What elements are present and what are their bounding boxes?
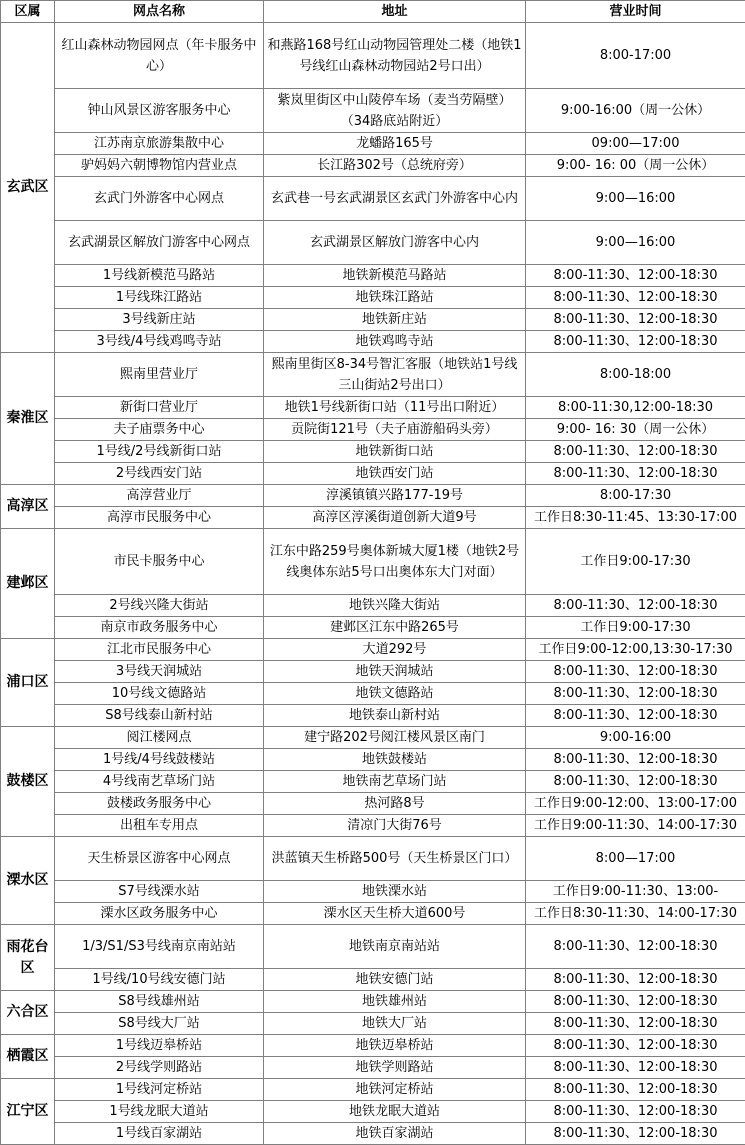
business-hours-cell: 8:00-11:30、12:00-18:30 xyxy=(526,331,745,353)
business-hours-cell: 工作日9:00-11:30、14:00-17:30 xyxy=(526,815,745,837)
table-row xyxy=(1,1035,745,1057)
outlet-name-cell: 2号线西安门站 xyxy=(55,463,264,485)
business-hours-cell: 8:00-11:30,12:00-18:30 xyxy=(526,397,745,419)
address-cell: 江东中路259号奥体新城大厦1楼（地铁2号线奥体东站5号口出奥体东大门对面） xyxy=(264,529,526,595)
outlet-name-cell: 1号线/2号线新街口站 xyxy=(55,441,264,463)
address-cell: 地铁鸡鸣寺站 xyxy=(264,331,526,353)
address-cell: 建宁路202号阅江楼风景区南门 xyxy=(264,727,526,749)
table-row xyxy=(1,705,745,727)
address-cell: 地铁龙眠大道站 xyxy=(264,1101,526,1123)
table-row xyxy=(1,771,745,793)
table-row xyxy=(1,683,745,705)
address-cell: 高淳区淳溪街道创新大道9号 xyxy=(264,507,526,529)
outlet-name-cell: S8号线雄州站 xyxy=(55,991,264,1013)
table-row xyxy=(1,661,745,683)
table-row xyxy=(1,485,745,507)
business-hours-cell: 8:00-11:30、12:00-18:30 xyxy=(526,1079,745,1101)
business-hours-cell: 8:00-11:30、12:00-18:30 xyxy=(526,991,745,1013)
table-row xyxy=(1,353,745,397)
table-row xyxy=(1,793,745,815)
outlet-name-cell: 4号线南艺草场门站 xyxy=(55,771,264,793)
business-hours-cell: 8:00-11:30、12:00-18:30 xyxy=(526,705,745,727)
outlet-name-cell: 市民卡服务中心 xyxy=(55,529,264,595)
table-row xyxy=(1,617,745,639)
business-hours-cell: 8:00-11:30、12:00-18:30 xyxy=(526,1101,745,1123)
address-cell: 地铁新街口站 xyxy=(264,441,526,463)
address-cell: 龙蟠路165号 xyxy=(264,133,526,155)
address-cell: 地铁河定桥站 xyxy=(264,1079,526,1101)
outlet-name-cell: 1号线新模范马路站 xyxy=(55,265,264,287)
address-cell: 地铁雄州站 xyxy=(264,991,526,1013)
outlet-name-cell: 3号线/4号线鸡鸣寺站 xyxy=(55,331,264,353)
business-hours-cell: 8:00-11:30、12:00-18:30 xyxy=(526,463,745,485)
business-hours-cell: 8:00-11:30、12:00-18:30 xyxy=(526,441,745,463)
address-cell: 溧水区天生桥大道600号 xyxy=(264,903,526,925)
district-cell: 秦淮区 xyxy=(1,353,55,485)
table-row xyxy=(1,463,745,485)
business-hours-cell: 8:00-11:30、12:00-18:30 xyxy=(526,595,745,617)
district-cell: 雨花台区 xyxy=(1,925,55,991)
address-cell: 长江路302号（总统府旁） xyxy=(264,155,526,177)
business-hours-cell: 8:00-11:30、12:00-18:30 xyxy=(526,661,745,683)
outlet-name-cell: 1号线迈皋桥站 xyxy=(55,1035,264,1057)
outlet-name-cell: S8号线大厂站 xyxy=(55,1013,264,1035)
business-hours-cell: 8:00-11:30、12:00-18:30 xyxy=(526,309,745,331)
address-cell: 和燕路168号红山动物园管理处二楼（地铁1号线红山森林动物园站2号口出） xyxy=(264,23,526,89)
business-hours-cell: 8:00-11:30、12:00-18:30 xyxy=(526,265,745,287)
address-cell: 热河路8号 xyxy=(264,793,526,815)
address-cell: 地铁西安门站 xyxy=(264,463,526,485)
table-row xyxy=(1,1013,745,1035)
table-row xyxy=(1,727,745,749)
outlet-name-cell: 玄武湖景区解放门游客中心网点 xyxy=(55,221,264,265)
outlet-name-cell: 1/3/S1/S3号线南京南站站 xyxy=(55,925,264,969)
table-body xyxy=(1,23,745,1145)
address-cell: 地铁新模范马路站 xyxy=(264,265,526,287)
outlet-name-cell: 10号线文德路站 xyxy=(55,683,264,705)
outlet-name-cell: 出租车专用点 xyxy=(55,815,264,837)
district-cell: 江宁区 xyxy=(1,1079,55,1145)
business-hours-cell: 8:00-17:30 xyxy=(526,485,745,507)
business-hours-cell: 09:00—17:00 xyxy=(526,133,745,155)
address-cell: 地铁安德门站 xyxy=(264,969,526,991)
outlet-name-cell: 2号线学则路站 xyxy=(55,1057,264,1079)
outlet-name-cell: 高淳市民服务中心 xyxy=(55,507,264,529)
address-cell: 地铁溧水站 xyxy=(264,881,526,903)
outlet-name-cell: 2号线兴隆大街站 xyxy=(55,595,264,617)
outlet-name-cell: 江苏南京旅游集散中心 xyxy=(55,133,264,155)
business-hours-cell: 9:00—16:00 xyxy=(526,177,745,221)
business-hours-cell: 9:00- 16: 30（周一公休） xyxy=(526,419,745,441)
outlet-name-cell: 熙南里营业厅 xyxy=(55,353,264,397)
business-hours-cell: 8:00-11:30、12:00-18:30 xyxy=(526,287,745,309)
outlet-name-cell: 天生桥景区游客中心网点 xyxy=(55,837,264,881)
business-hours-cell: 工作日9:00-11:30、13:00- xyxy=(526,881,745,903)
table-row xyxy=(1,441,745,463)
table-row xyxy=(1,177,745,221)
business-hours-cell: 工作日8:30-11:30、14:00-17:30 xyxy=(526,903,745,925)
outlet-name-cell: 夫子庙票务中心 xyxy=(55,419,264,441)
business-hours-cell: 工作日8:30-11:45、13:30-17:00 xyxy=(526,507,745,529)
address-cell: 地铁文德路站 xyxy=(264,683,526,705)
outlet-name-cell: 3号线天润城站 xyxy=(55,661,264,683)
district-cell: 溧水区 xyxy=(1,837,55,925)
table-row xyxy=(1,265,745,287)
table-header-row xyxy=(1,1,745,23)
business-hours-cell: 8:00-11:30、12:00-18:30 xyxy=(526,1013,745,1035)
business-hours-cell: 8:00—17:00 xyxy=(526,837,745,881)
table-row xyxy=(1,1101,745,1123)
business-hours-cell: 9:00-16:00（周一公休） xyxy=(526,89,745,133)
business-hours-cell: 工作日9:00-12:00、13:00-17:00 xyxy=(526,793,745,815)
business-hours-cell: 9:00- 16: 00（周一公休） xyxy=(526,155,745,177)
outlet-name-cell: S7号线溧水站 xyxy=(55,881,264,903)
outlet-name-cell: 1号线珠江路站 xyxy=(55,287,264,309)
table-row xyxy=(1,815,745,837)
address-cell: 紫岚里街区中山陵停车场（麦当劳隔壁）（34路底站附近） xyxy=(264,89,526,133)
table-row xyxy=(1,837,745,881)
address-cell: 地铁珠江路站 xyxy=(264,287,526,309)
business-hours-cell: 8:00-11:30、12:00-18:30 xyxy=(526,969,745,991)
table-row xyxy=(1,507,745,529)
table-row xyxy=(1,991,745,1013)
address-cell: 大道292号 xyxy=(264,639,526,661)
table-row xyxy=(1,903,745,925)
address-cell: 熙南里街区8-34号智汇客服（地铁站1号线三山街站2号出口） xyxy=(264,353,526,397)
table-row xyxy=(1,331,745,353)
business-hours-cell: 8:00-11:30、12:00-18:30 xyxy=(526,1123,745,1145)
address-cell: 地铁新庄站 xyxy=(264,309,526,331)
table-row xyxy=(1,221,745,265)
outlet-name-cell: 新街口营业厅 xyxy=(55,397,264,419)
table-row xyxy=(1,419,745,441)
address-cell: 地铁南艺草场门站 xyxy=(264,771,526,793)
outlet-name-cell: 1号线龙眠大道站 xyxy=(55,1101,264,1123)
address-cell: 地铁1号线新街口站（11号出口附近） xyxy=(264,397,526,419)
district-cell: 六合区 xyxy=(1,991,55,1035)
business-hours-cell: 8:00-11:30、12:00-18:30 xyxy=(526,1057,745,1079)
outlet-name-cell: 1号线/4号线鼓楼站 xyxy=(55,749,264,771)
outlet-name-cell: 驴妈妈六朝博物馆内营业点 xyxy=(55,155,264,177)
outlet-name-cell: 1号线百家湖站 xyxy=(55,1123,264,1145)
district-cell: 高淳区 xyxy=(1,485,55,529)
business-hours-cell: 8:00-18:00 xyxy=(526,353,745,397)
business-hours-cell: 8:00-11:30、12:00-18:30 xyxy=(526,925,745,969)
outlet-name-cell: 3号线新庄站 xyxy=(55,309,264,331)
outlet-name-cell: 南京市政务服务中心 xyxy=(55,617,264,639)
address-cell: 贡院街121号（夫子庙游船码头旁） xyxy=(264,419,526,441)
header-district: 区属 xyxy=(1,1,55,23)
business-hours-cell: 8:00-11:30、12:00-18:30 xyxy=(526,749,745,771)
table-row xyxy=(1,133,745,155)
address-cell: 地铁天润城站 xyxy=(264,661,526,683)
table-row xyxy=(1,1057,745,1079)
address-cell: 洪蓝镇天生桥路500号（天生桥景区门口） xyxy=(264,837,526,881)
address-cell: 地铁大厂站 xyxy=(264,1013,526,1035)
header-business-hours: 营业时间 xyxy=(526,1,745,23)
business-hours-cell: 8:00-17:00 xyxy=(526,23,745,89)
table-row xyxy=(1,397,745,419)
table-row xyxy=(1,155,745,177)
address-cell: 建邺区江东中路265号 xyxy=(264,617,526,639)
district-cell: 玄武区 xyxy=(1,23,55,353)
table-row xyxy=(1,969,745,991)
outlet-name-cell: 1号线/10号线安德门站 xyxy=(55,969,264,991)
table-row xyxy=(1,309,745,331)
table-row xyxy=(1,925,745,969)
outlet-name-cell: 玄武门外游客中心网点 xyxy=(55,177,264,221)
business-hours-cell: 9:00-16:00 xyxy=(526,727,745,749)
address-cell: 地铁泰山新村站 xyxy=(264,705,526,727)
address-cell: 地铁迈皋桥站 xyxy=(264,1035,526,1057)
district-cell: 栖霞区 xyxy=(1,1035,55,1079)
business-hours-cell: 工作日9:00-17:30 xyxy=(526,617,745,639)
address-cell: 地铁百家湖站 xyxy=(264,1123,526,1145)
business-hours-cell: 8:00-11:30、12:00-18:30 xyxy=(526,771,745,793)
table-row xyxy=(1,23,745,89)
address-cell: 地铁学则路站 xyxy=(264,1057,526,1079)
address-cell: 清凉门大街76号 xyxy=(264,815,526,837)
address-cell: 玄武湖景区解放门游客中心内 xyxy=(264,221,526,265)
header-address: 地址 xyxy=(264,1,526,23)
address-cell: 淳溪镇镇兴路177-19号 xyxy=(264,485,526,507)
address-cell: 玄武巷一号玄武湖景区玄武门外游客中心内 xyxy=(264,177,526,221)
table-row xyxy=(1,639,745,661)
business-hours-cell: 工作日9:00-17:30 xyxy=(526,529,745,595)
business-hours-cell: 工作日9:00-12:00,13:30-17:30 xyxy=(526,639,745,661)
outlet-name-cell: 1号线河定桥站 xyxy=(55,1079,264,1101)
outlet-name-cell: S8号线泰山新村站 xyxy=(55,705,264,727)
outlet-name-cell: 红山森林动物园网点（年卡服务中心） xyxy=(55,23,264,89)
business-hours-cell: 9:00—16:00 xyxy=(526,221,745,265)
business-hours-cell: 8:00-11:30、12:00-18:30 xyxy=(526,1035,745,1057)
table-row xyxy=(1,1079,745,1101)
table-row xyxy=(1,749,745,771)
header-outlet-name: 网点名称 xyxy=(55,1,264,23)
district-cell: 鼓楼区 xyxy=(1,727,55,837)
table-row xyxy=(1,1123,745,1145)
table-row xyxy=(1,287,745,309)
outlet-name-cell: 江北市民服务中心 xyxy=(55,639,264,661)
district-cell: 建邺区 xyxy=(1,529,55,639)
outlet-name-cell: 钟山风景区游客服务中心 xyxy=(55,89,264,133)
address-cell: 地铁南京南站站 xyxy=(264,925,526,969)
address-cell: 地铁兴隆大街站 xyxy=(264,595,526,617)
address-cell: 地铁鼓楼站 xyxy=(264,749,526,771)
table-row xyxy=(1,881,745,903)
outlet-name-cell: 鼓楼政务服务中心 xyxy=(55,793,264,815)
business-hours-cell: 8:00-11:30、12:00-18:30 xyxy=(526,683,745,705)
table-row xyxy=(1,595,745,617)
outlet-name-cell: 阅江楼网点 xyxy=(55,727,264,749)
outlet-name-cell: 溧水区政务服务中心 xyxy=(55,903,264,925)
outlet-name-cell: 高淳营业厅 xyxy=(55,485,264,507)
table-row xyxy=(1,89,745,133)
table-row xyxy=(1,529,745,595)
district-cell: 浦口区 xyxy=(1,639,55,727)
